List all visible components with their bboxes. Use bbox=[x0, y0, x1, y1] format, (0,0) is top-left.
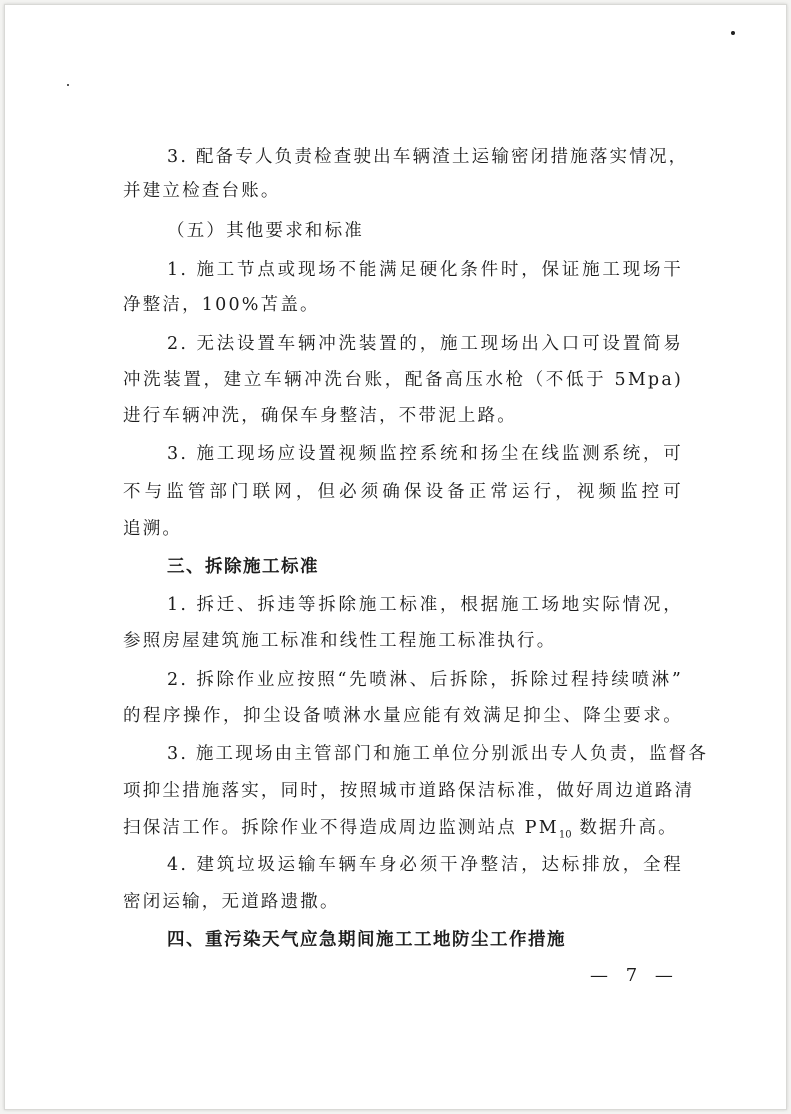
text-line: 净整洁，100%苫盖。 bbox=[123, 295, 320, 315]
section-subheading: （五）其他要求和标准 bbox=[167, 221, 364, 241]
text-line: 冲洗装置，建立车辆冲洗台账，配备高压水枪（不低于 5Mpa) bbox=[123, 370, 683, 390]
text-line: 追溯。 bbox=[123, 519, 183, 539]
text-line: 的程序操作，抑尘设备喷淋水量应能有效满足抑尘、降尘要求。 bbox=[123, 706, 683, 726]
section-heading: 三、拆除施工标准 bbox=[167, 557, 319, 577]
text-line bbox=[123, 817, 683, 847]
text-line: 不与监管部门联网，但必须确保设备正常运行，视频监控可 bbox=[123, 482, 683, 502]
text-line: 3. 施工现场应设置视频监控系统和扬尘在线监测系统，可 bbox=[167, 444, 683, 464]
text-line: 进行车辆冲洗，确保车身整洁，不带泥上路。 bbox=[123, 406, 517, 426]
document-page bbox=[4, 4, 787, 1110]
pm-text: 扫保洁工作。拆除作业不得造成周边监测站点 PM bbox=[123, 818, 559, 838]
text-line: 项抑尘措施落实，同时，按照城市道路保洁标准，做好周边道路清 bbox=[123, 781, 695, 801]
text-line: 密闭运输，无道路遗撒。 bbox=[123, 892, 340, 912]
text-line: 4. 建筑垃圾运输车辆车身必须干净整洁，达标排放，全程 bbox=[167, 855, 683, 875]
pm-suffix: 数据升高。 bbox=[571, 818, 678, 838]
scan-speck bbox=[67, 84, 69, 86]
text-line: 参照房屋建筑施工标准和线性工程施工标准执行。 bbox=[123, 631, 557, 651]
text-line: 1. 拆迁、拆违等拆除施工标准，根据施工场地实际情况， bbox=[167, 595, 683, 615]
scan-speck bbox=[731, 31, 735, 35]
text-line: 2. 拆除作业应按照“先喷淋、后拆除，拆除过程持续喷淋” bbox=[167, 670, 683, 690]
pm-subscript: 10 bbox=[558, 829, 572, 841]
page-number: — 7 — bbox=[590, 965, 679, 986]
section-heading: 四、重污染天气应急期间施工工地防尘工作措施 bbox=[167, 930, 566, 950]
text-line: 2. 无法设置车辆冲洗装置的，施工现场出入口可设置简易 bbox=[167, 334, 683, 354]
text-line: 3. 施工现场由主管部门和施工单位分别派出专人负责，监督各 bbox=[167, 744, 709, 764]
text-line: 1. 施工节点或现场不能满足硬化条件时，保证施工现场干 bbox=[167, 260, 683, 280]
text-line: 并建立检查台账。 bbox=[123, 181, 281, 201]
text-line: 3. 配备专人负责检查驶出车辆渣土运输密闭措施落实情况， bbox=[167, 147, 689, 167]
